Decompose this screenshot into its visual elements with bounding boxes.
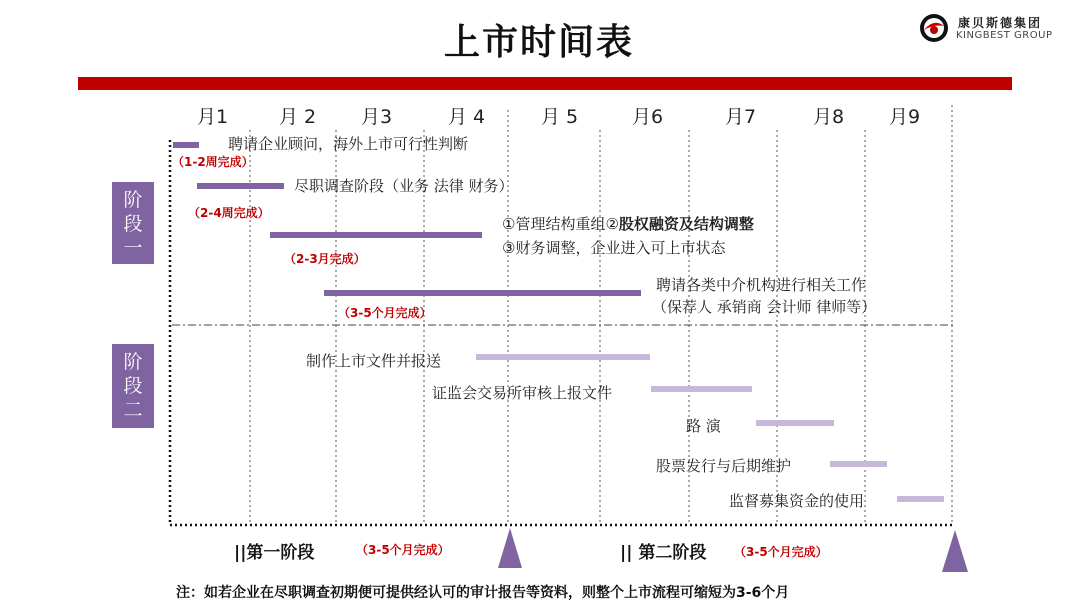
task-2-duration: （2-4周完成） bbox=[188, 206, 270, 220]
stage-two-label: 阶段二 bbox=[123, 351, 143, 421]
page-title: 上市时间表 bbox=[443, 22, 634, 63]
task-bar-6 bbox=[651, 386, 752, 392]
month-label: 月3 bbox=[361, 106, 393, 128]
task-1-label: 聘请企业顾问，海外上市可行性判断 bbox=[228, 135, 469, 153]
task-5-label: 制作上市文件并报送 bbox=[306, 352, 442, 370]
month-label: 月8 bbox=[813, 106, 845, 128]
phase-two-label: || 第二阶段 bbox=[620, 543, 707, 563]
milestone-triangle bbox=[942, 530, 968, 572]
logo-english-name: KINGBEST GROUP bbox=[956, 30, 1053, 41]
task-6-label: 证监会交易所审核上报文件 bbox=[432, 384, 613, 402]
task-4-label: 聘请各类中介机构进行相关工作 bbox=[656, 276, 867, 294]
task-2-label: 尽职调查阶段（业务 法律 财务） bbox=[294, 177, 514, 195]
task-3-label-part-b: 股权融资及结构调整 bbox=[618, 215, 754, 233]
task-7-label: 路 演 bbox=[686, 417, 721, 435]
phase-one-label: ||第一阶段 bbox=[234, 543, 315, 563]
task-4-label-line-2: （保荐人 承销商 会计师 律师等） bbox=[652, 298, 877, 316]
task-bar-4 bbox=[324, 290, 641, 296]
task-bar-1 bbox=[173, 142, 199, 148]
month-label: 月 5 bbox=[541, 106, 579, 128]
task-3-label-part-a: ①管理结构重组② bbox=[502, 215, 619, 233]
month-label: 月9 bbox=[889, 106, 921, 128]
task-1-duration: （1-2周完成） bbox=[172, 155, 254, 169]
task-bar-7 bbox=[756, 420, 834, 426]
task-bar-8 bbox=[830, 461, 887, 467]
task-3-label-line-2: ③财务调整，企业进入可上市状态 bbox=[502, 239, 726, 257]
milestone-triangle bbox=[498, 528, 522, 568]
task-bar-9 bbox=[897, 496, 944, 502]
task-bar-3 bbox=[270, 232, 482, 238]
stage-one-label: 阶段一 bbox=[123, 189, 143, 259]
footnote: 注：如若企业在尽职调查初期便可提供经认可的审计报告等资料，则整个上市流程可缩短为3-6个月 bbox=[176, 585, 790, 601]
task-bar-5 bbox=[476, 354, 650, 360]
month-label: 月7 bbox=[725, 106, 757, 128]
phase-one-duration: （3-5个月完成） bbox=[356, 543, 450, 557]
task-4-duration: （3-5个月完成） bbox=[338, 306, 432, 320]
month-label: 月 2 bbox=[279, 106, 317, 128]
month-label: 月6 bbox=[632, 106, 664, 128]
task-3-duration: （2-3月完成） bbox=[284, 252, 366, 266]
task-3-label bbox=[502, 213, 754, 234]
stage-two-badge bbox=[112, 344, 154, 428]
task-8-label: 股票发行与后期维护 bbox=[656, 457, 792, 475]
phase-two-duration: （3-5个月完成） bbox=[734, 545, 828, 559]
month-label: 月1 bbox=[197, 106, 229, 128]
task-9-label: 监督募集资金的使用 bbox=[729, 492, 865, 510]
task-bar-2 bbox=[197, 183, 284, 189]
logo-chinese-name: 康贝斯德集团 bbox=[958, 16, 1043, 30]
stage-one-badge bbox=[112, 182, 154, 264]
month-label: 月 4 bbox=[448, 106, 486, 128]
